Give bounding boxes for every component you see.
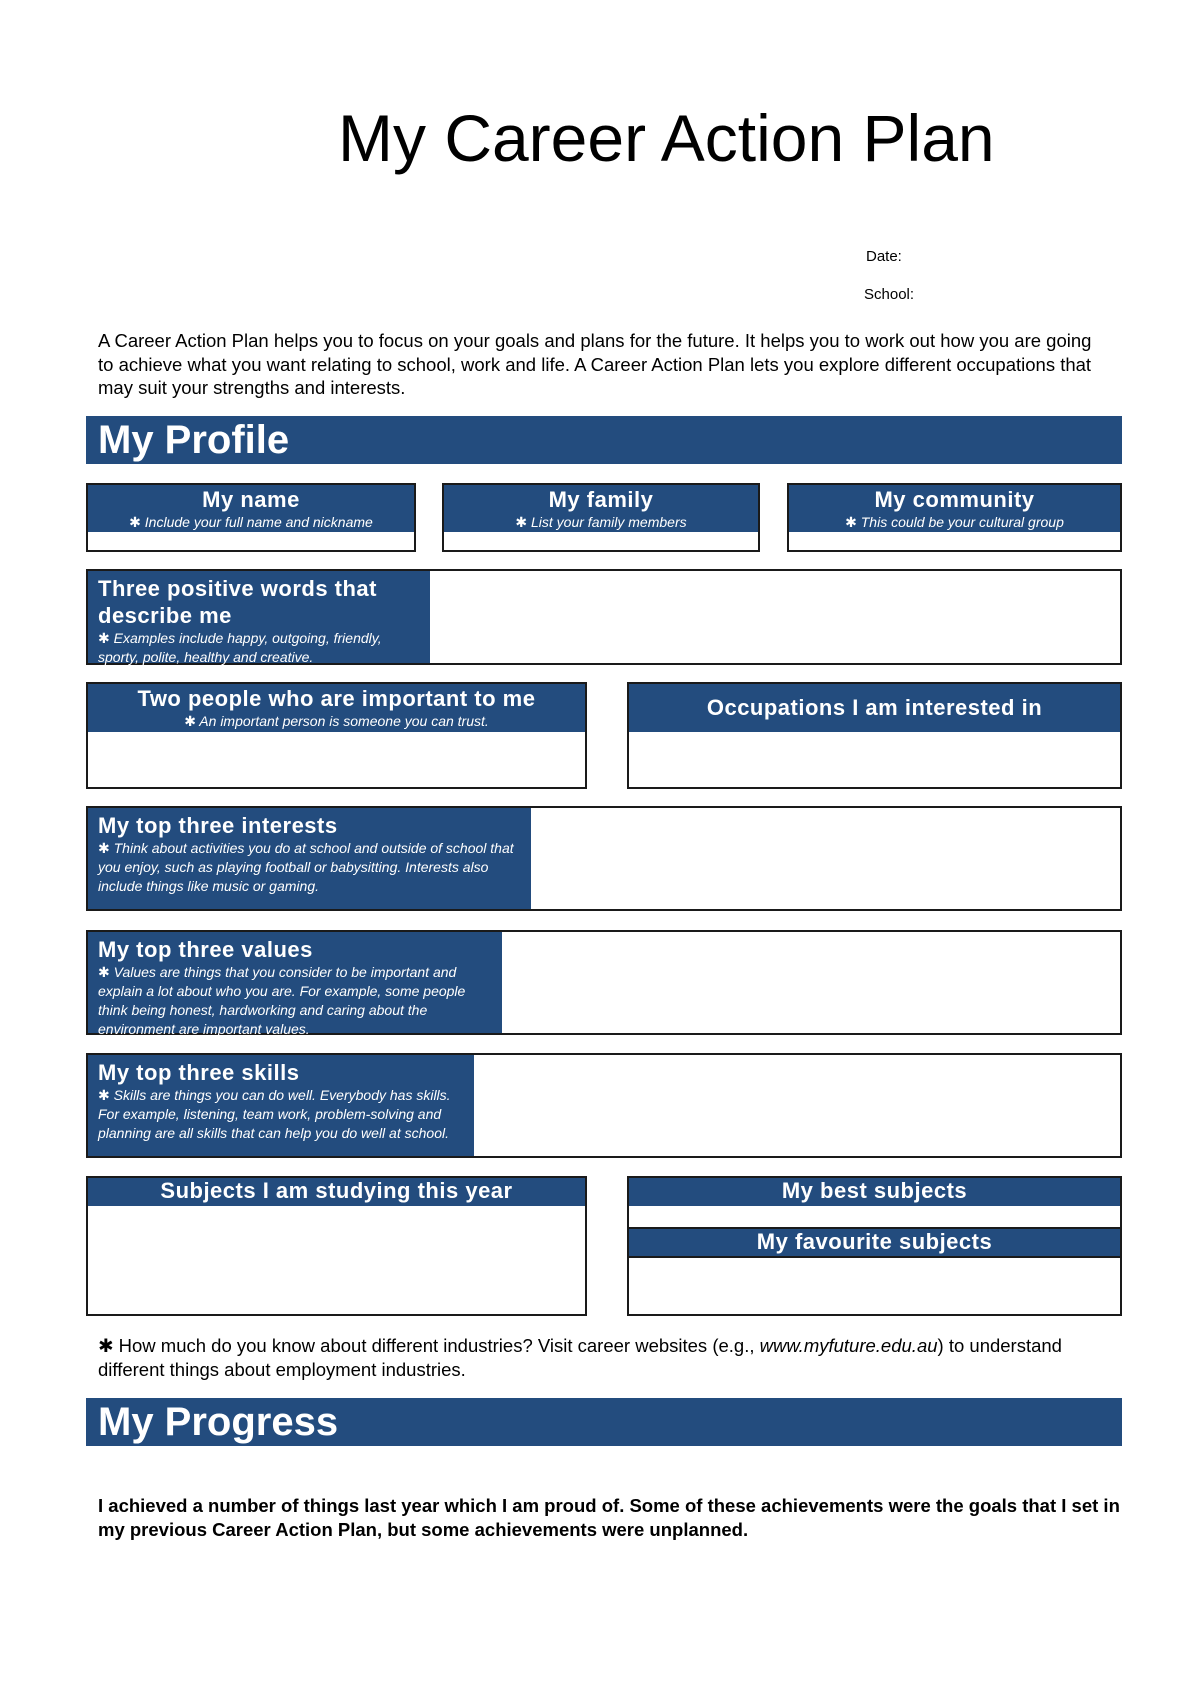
my-family-note: ✱ List your family members	[515, 514, 687, 530]
interests-field[interactable]	[531, 808, 1120, 909]
occupations-field[interactable]	[629, 732, 1120, 787]
values-title: My top three values	[98, 937, 313, 962]
values-box	[86, 930, 1122, 1035]
subjects-studying-field[interactable]	[88, 1206, 585, 1314]
positive-words-title: Three positive words that describe me	[98, 576, 377, 628]
positive-words-header	[88, 571, 430, 663]
values-header	[88, 932, 502, 1037]
my-community-box	[787, 483, 1122, 552]
subjects-studying-box	[86, 1176, 587, 1316]
values-field[interactable]	[502, 932, 1120, 1033]
industries-footnote	[98, 1334, 1108, 1381]
footnote-text-after: ) to understand different things about employment industries.	[98, 1335, 1062, 1380]
my-community-note: ✱ This could be your cultural group	[845, 514, 1064, 530]
my-family-title: My family	[548, 487, 654, 512]
positive-words-box	[86, 569, 1122, 665]
best-subjects-title: My best subjects	[781, 1178, 968, 1203]
section-heading-profile: My Profile	[86, 416, 1122, 464]
positive-words-field[interactable]	[430, 571, 1120, 663]
two-people-box	[86, 682, 587, 789]
my-community-header	[789, 485, 1120, 532]
footnote-text-before: ✱ How much do you know about different industries? Visit career websites (e.g.,	[98, 1335, 760, 1356]
two-people-field[interactable]	[88, 732, 585, 787]
values-note: ✱ Values are things that you consider to be important and explain a lot about who you are. For example, some people think being honest, hardworking and caring about the environment are important values.	[98, 964, 466, 1037]
two-people-header	[88, 684, 585, 732]
my-name-box	[86, 483, 416, 552]
interests-note: ✱ Think about activities you do at school and outside of school that you enjoy, such as playing football or babysitting. Interests also include things like music or gaming.	[98, 840, 514, 894]
skills-field[interactable]	[474, 1055, 1120, 1156]
my-name-header	[88, 485, 414, 532]
my-family-field[interactable]	[444, 532, 758, 550]
favourite-subjects-title: My favourite subjects	[756, 1229, 993, 1254]
my-family-box	[442, 483, 760, 552]
intro-paragraph: A Career Action Plan helps you to focus on your goals and plans for the future. It helps you to work out how you are going to achieve what you want relating to school, work and life. A Career Action Plan lets you explore different occupations that may suit your strengths and interests.	[98, 330, 1092, 398]
best-subjects-header	[629, 1178, 1120, 1206]
skills-title: My top three skills	[98, 1060, 300, 1085]
school-label: School:	[864, 286, 915, 303]
skills-box	[86, 1053, 1122, 1158]
my-community-field[interactable]	[789, 532, 1120, 550]
subjects-studying-title: Subjects I am studying this year	[160, 1178, 513, 1203]
two-people-note: ✱ An important person is someone you can trust.	[184, 713, 489, 729]
skills-note: ✱ Skills are things you can do well. Everybody has skills. For example, listening, team work, problem-solving and planning are all skills that can help you do well at school.	[98, 1087, 451, 1141]
best-favourite-subjects-box	[627, 1176, 1122, 1316]
subjects-studying-header	[88, 1178, 585, 1206]
two-people-title: Two people who are important to me	[137, 686, 536, 711]
favourite-subjects-field[interactable]	[629, 1256, 1120, 1314]
section-heading-progress: My Progress	[86, 1398, 1122, 1446]
myfuture-link[interactable]: www.myfuture.edu.au	[759, 1335, 938, 1356]
interests-title: My top three interests	[98, 813, 338, 838]
my-name-title: My name	[202, 487, 300, 512]
page-title: My Career Action Plan	[338, 101, 995, 175]
occupations-box	[627, 682, 1122, 789]
my-name-note: ✱ Include your full name and nickname	[129, 514, 373, 530]
favourite-subjects-header	[629, 1227, 1120, 1256]
interests-box	[86, 806, 1122, 911]
date-label: Date:	[866, 248, 902, 265]
best-subjects-field[interactable]	[629, 1206, 1120, 1227]
occupations-title: Occupations I am interested in	[706, 695, 1043, 720]
my-community-title: My community	[874, 487, 1035, 512]
positive-words-note: ✱ Examples include happy, outgoing, friendly, sporty, polite, healthy and creative.	[98, 630, 382, 665]
my-name-field[interactable]	[88, 532, 414, 550]
skills-header	[88, 1055, 474, 1156]
interests-header	[88, 808, 531, 909]
occupations-header	[629, 684, 1120, 732]
progress-paragraph: I achieved a number of things last year which I am proud of. Some of these achievements were the goals that I set in my previous Career Action Plan, but some achievements were unplanned.	[98, 1495, 1120, 1540]
my-family-header	[444, 485, 758, 532]
